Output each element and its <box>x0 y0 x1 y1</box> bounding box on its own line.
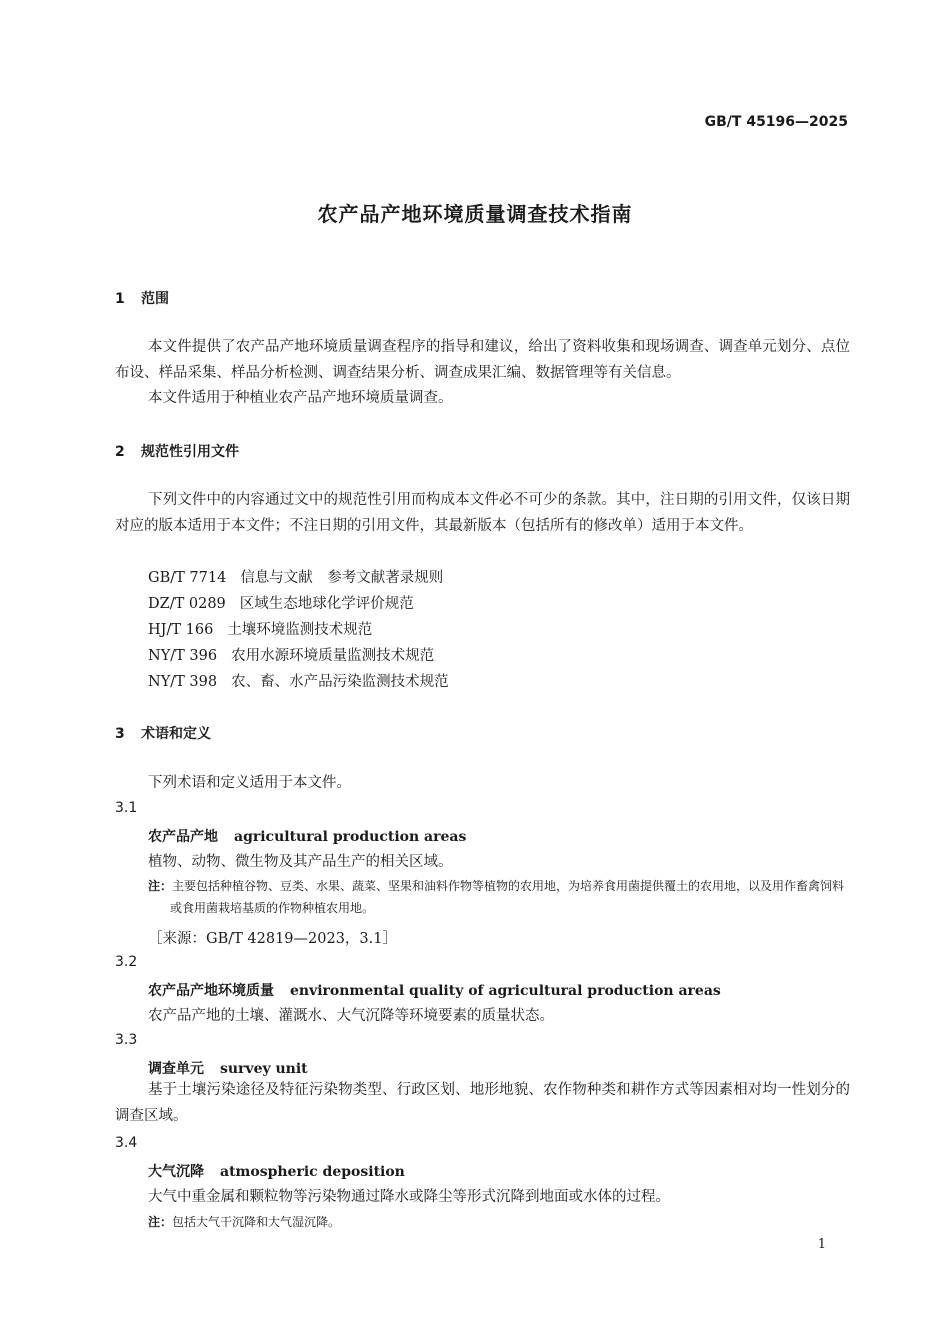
section-number: 2 <box>115 444 125 460</box>
term-definition: 基于土壤污染途径及特征污染物类型、行政区划、地形地貌、农作物种类和耕作方式等因素相对均一性划分的调查区域。 <box>115 1082 850 1124</box>
term-english: atmospheric deposition <box>220 1164 405 1180</box>
term-english: agricultural production areas <box>234 829 467 845</box>
reference-item <box>148 644 434 665</box>
term-english: environmental quality of agricultural production areas <box>290 983 721 999</box>
reference-code: NY/T 398 <box>148 674 218 690</box>
normative-intro: 下列文件中的内容通过文中的规范性引用而构成本文件必不可少的条款。其中，注日期的引用文件，仅该日期对应的版本适用于本文件；不注日期的引用文件，其最新版本（包括所有的修改单）适用于本文件。 <box>115 492 850 534</box>
term-chinese: 农产品产地环境质量 <box>148 983 274 999</box>
term-chinese: 调查单元 <box>148 1061 204 1077</box>
reference-item <box>148 566 443 587</box>
reference-title: 农用水源环境质量监测技术规范 <box>231 648 435 664</box>
reference-item <box>148 670 449 691</box>
terms-intro: 下列术语和定义适用于本文件。 <box>148 775 351 791</box>
reference-code: DZ/T 0289 <box>148 596 226 612</box>
term-number: 3.2 <box>115 954 138 970</box>
term-definition: 植物、动物、微生物及其产品生产的相关区域。 <box>148 854 453 870</box>
term-heading <box>148 980 721 1000</box>
term-number: 3.4 <box>115 1135 138 1151</box>
section-3-heading <box>115 723 211 743</box>
reference-code: HJ/T 166 <box>148 622 214 638</box>
section-number: 1 <box>115 291 125 307</box>
term-number: 3.1 <box>115 800 138 816</box>
term-chinese: 大气沉降 <box>148 1164 204 1180</box>
reference-code: NY/T 396 <box>148 648 218 664</box>
term-definition: 大气中重金属和颗粒物等污染物通过降水或降尘等形式沉降到地面或水体的过程。 <box>148 1189 670 1205</box>
section-2-heading <box>115 441 239 461</box>
reference-code: GB/T 7714 <box>148 570 227 586</box>
scope-paragraph-1: 本文件提供了农产品产地环境质量调查程序的指导和建议，给出了资料收集和现场调查、调查单元划分、点位布设、样品采集、样品分析检测、调查结果分析、调查成果汇编、数据管理等有关信息。 <box>115 339 850 381</box>
section-title: 范围 <box>141 291 169 307</box>
term-source: ［来源：GB/T 42819—2023，3.1］ <box>148 931 397 947</box>
standard-number: GB/T 45196—2025 <box>704 114 848 130</box>
term-definition: 农产品产地的土壤、灌溉水、大气沉降等环境要素的质量状态。 <box>148 1008 554 1024</box>
note-label: 注： <box>148 1215 173 1229</box>
note-label: 注： <box>148 879 173 893</box>
reference-title: 信息与文献 参考文献著录规则 <box>240 570 444 586</box>
term-number: 3.3 <box>115 1032 138 1048</box>
section-title: 规范性引用文件 <box>141 444 239 460</box>
term-heading <box>148 1058 308 1078</box>
reference-title: 区域生态地球化学评价规范 <box>239 596 414 612</box>
reference-item <box>148 618 372 639</box>
term-note <box>148 875 850 919</box>
section-number: 3 <box>115 726 125 742</box>
term-heading <box>148 1161 405 1181</box>
term-note <box>148 1211 850 1233</box>
document-title: 农产品产地环境质量调查技术指南 <box>317 202 633 226</box>
reference-title: 农、畜、水产品污染监测技术规范 <box>231 674 449 690</box>
section-1-heading <box>115 288 169 308</box>
note-text: 包括大气干沉降和大气湿沉降。 <box>172 1215 341 1229</box>
page-number: 1 <box>817 1237 826 1252</box>
term-english: survey unit <box>220 1061 308 1077</box>
reference-item <box>148 592 414 613</box>
note-text: 主要包括种植谷物、豆类、水果、蔬菜、坚果和油料作物等植物的农用地，为培养食用菌提供覆土的农用地，以及用作畜禽饲料或食用菌栽培基质的作物种植农用地。 <box>170 879 845 915</box>
section-title: 术语和定义 <box>141 726 211 742</box>
scope-paragraph-2: 本文件适用于种植业农产品产地环境质量调查。 <box>148 390 453 406</box>
reference-title: 土壤环境监测技术规范 <box>227 622 373 638</box>
term-heading <box>148 826 466 846</box>
term-chinese: 农产品产地 <box>148 829 218 845</box>
